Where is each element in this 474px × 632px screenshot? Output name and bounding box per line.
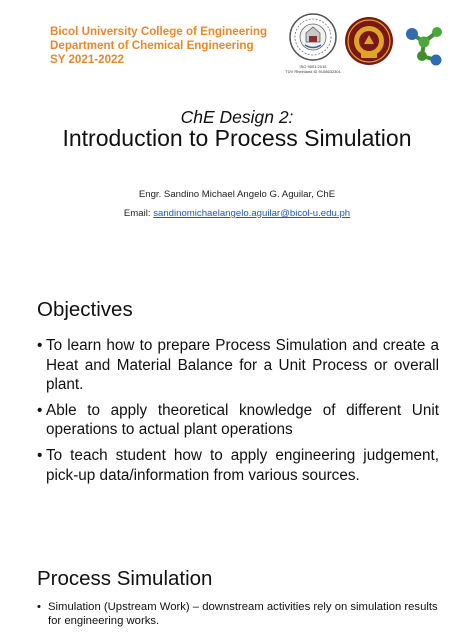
objective-text: Able to apply theoretical knowledge of different Unit operations to actual plant operations: [46, 401, 439, 439]
bullet-icon: •: [37, 401, 43, 419]
list-item: [37, 601, 447, 628]
email-row: [0, 208, 474, 219]
process-simulation-text: Simulation (Upstream Work) – downstream activities rely on simulation results for engineering works.: [48, 601, 438, 627]
header-university: Bicol University College of Engineering: [50, 25, 268, 38]
page-title: Introduction to Process Simulation: [62, 125, 412, 151]
objective-text: To teach student how to apply engineering judgement, pick-up data/information from various sources.: [46, 446, 439, 484]
bullet-icon: •: [37, 337, 43, 354]
email-link[interactable]: sandinomichaelangelo.aguilar@bicol-u.edu.ph: [153, 208, 351, 219]
university-seal-icon: [285, 12, 341, 76]
process-simulation-list: [37, 601, 447, 628]
objectives-heading: Objectives: [37, 298, 133, 321]
header-school-year: SY 2021-2022: [50, 53, 124, 66]
bullet-icon: •: [37, 601, 41, 613]
iso-caption: ISO 9001:2015 TÜV Rheinland ID 9108632301: [285, 64, 341, 74]
objective-text: To learn how to prepare Process Simulation and create a Heat and Material Balance for a Unit Process or overall plant.: [46, 337, 439, 394]
course-title: ChE Design 2:: [180, 107, 294, 127]
bullet-icon: •: [37, 446, 43, 464]
list-item: [37, 401, 439, 440]
chemical-molecule-icon: [400, 20, 450, 70]
process-simulation-heading: Process Simulation: [37, 567, 213, 590]
objectives-list: [37, 336, 439, 491]
list-item: [37, 446, 439, 485]
list-item: [37, 336, 439, 395]
college-of-engineering-seal-icon: [344, 16, 394, 66]
institution-header: [50, 25, 290, 67]
author-name: Engr. Sandino Michael Angelo G. Aguilar, ChE: [138, 189, 336, 200]
email-label: Email:: [123, 208, 151, 219]
header-department: Department of Chemical Engineering: [50, 39, 254, 52]
